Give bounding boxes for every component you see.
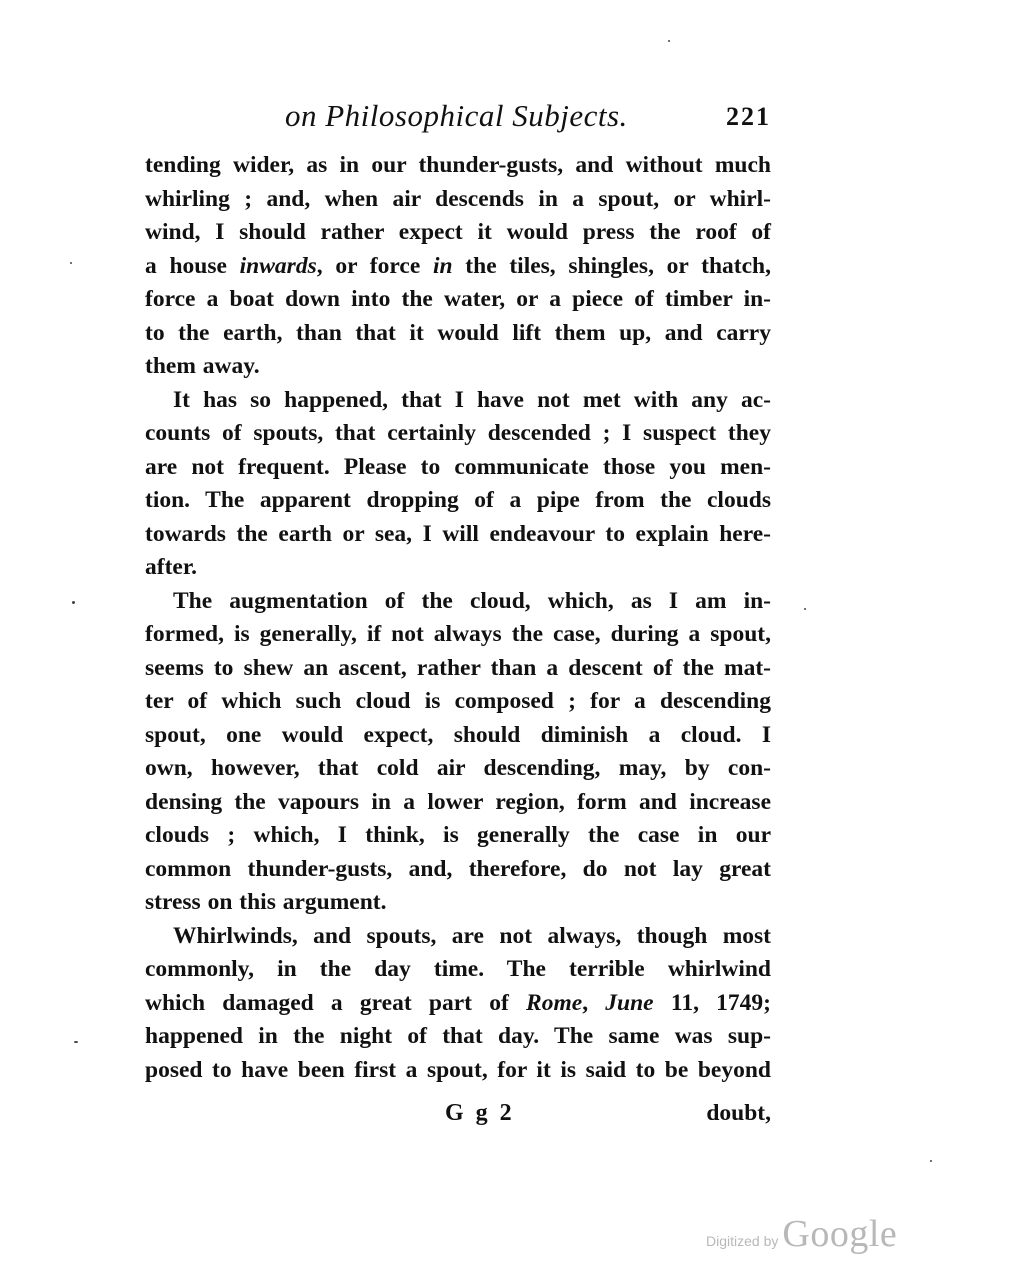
text-line: own, however, that cold air descending, may, by con- bbox=[145, 755, 771, 781]
text-line bbox=[145, 987, 771, 1021]
catchword: doubt, bbox=[706, 1100, 771, 1126]
text-line: posed to have been first a spout, for it is said to be beyond bbox=[145, 1056, 771, 1083]
page-header bbox=[145, 98, 771, 142]
scan-speck bbox=[70, 262, 72, 264]
text-line: spout, one would expect, should diminish a cloud. I bbox=[145, 721, 771, 748]
scan-speck bbox=[74, 1041, 78, 1043]
text-line: happened in the night of that day. The same was sup- bbox=[145, 1023, 771, 1049]
scan-speck bbox=[804, 608, 806, 610]
italic-text: June bbox=[605, 989, 654, 1016]
text-line: common thunder-gusts, and, therefore, do not lay great bbox=[145, 855, 771, 882]
text-segment: a house bbox=[145, 252, 240, 279]
running-title: on Philosophical Subjects. bbox=[285, 98, 628, 133]
text-line: wind, I should rather expect it would press the roof of bbox=[145, 219, 771, 245]
text-segment: 11, 1749; bbox=[653, 989, 771, 1016]
text-line: stress on this argument. bbox=[145, 889, 387, 915]
text-line: clouds ; which, I think, is generally the case in our bbox=[145, 822, 771, 848]
text-line: The augmentation of the cloud, which, as I am in- bbox=[173, 587, 771, 614]
text-line: densing the vapours in a lower region, form and increase bbox=[145, 788, 771, 815]
signature-mark: G g 2 bbox=[445, 1100, 515, 1126]
text-line: It has so happened, that I have not met with any ac- bbox=[173, 386, 771, 413]
page-number: 221 bbox=[726, 102, 771, 131]
watermark-prefix: Digitized by bbox=[706, 1233, 779, 1249]
text-segment: , or force bbox=[316, 252, 433, 279]
text-line: them away. bbox=[145, 353, 260, 379]
text-line: tion. The apparent dropping of a pipe from the clouds bbox=[145, 487, 771, 513]
italic-text: in bbox=[432, 252, 453, 279]
italic-text: Rome bbox=[526, 989, 583, 1016]
text-line: formed, is generally, if not always the case, during a spout, bbox=[145, 621, 771, 647]
scan-speck bbox=[72, 601, 75, 604]
text-line: after. bbox=[145, 554, 197, 580]
text-segment: which damaged a great part of bbox=[145, 989, 527, 1016]
text-line: counts of spouts, that certainly descended ; I suspect they bbox=[145, 420, 771, 446]
text-line: seems to shew an ascent, rather than a descent of the mat- bbox=[145, 654, 771, 681]
text-line: to the earth, than that it would lift them up, and carry bbox=[145, 319, 771, 346]
text-line: ter of which such cloud is composed ; for a descending bbox=[145, 688, 771, 714]
text-line: are not frequent. Please to communicate those you men- bbox=[145, 453, 771, 480]
body-text bbox=[145, 149, 771, 1087]
text-segment: the tiles, shingles, or thatch, bbox=[452, 252, 771, 279]
digitized-by-google-watermark bbox=[706, 1212, 897, 1256]
text-line: force a boat down into the water, or a piece of timber in- bbox=[145, 286, 771, 312]
text-line bbox=[145, 250, 771, 284]
italic-text: inwards bbox=[239, 252, 317, 279]
text-line: Whirlwinds, and spouts, are not always, though most bbox=[173, 922, 771, 949]
scan-speck bbox=[668, 40, 670, 42]
google-logo: Google bbox=[782, 1213, 898, 1255]
text-line: tending wider, as in our thunder-gusts, and without much bbox=[145, 152, 771, 178]
scan-speck bbox=[930, 1160, 932, 1162]
text-line: whirling ; and, when air descends in a spout, or whirl- bbox=[145, 185, 771, 212]
text-segment: , bbox=[582, 989, 606, 1016]
text-line: commonly, in the day time. The terrible whirlwind bbox=[145, 956, 771, 982]
text-line: towards the earth or sea, I will endeavour to explain here- bbox=[145, 520, 771, 547]
page-footer bbox=[145, 1100, 771, 1136]
